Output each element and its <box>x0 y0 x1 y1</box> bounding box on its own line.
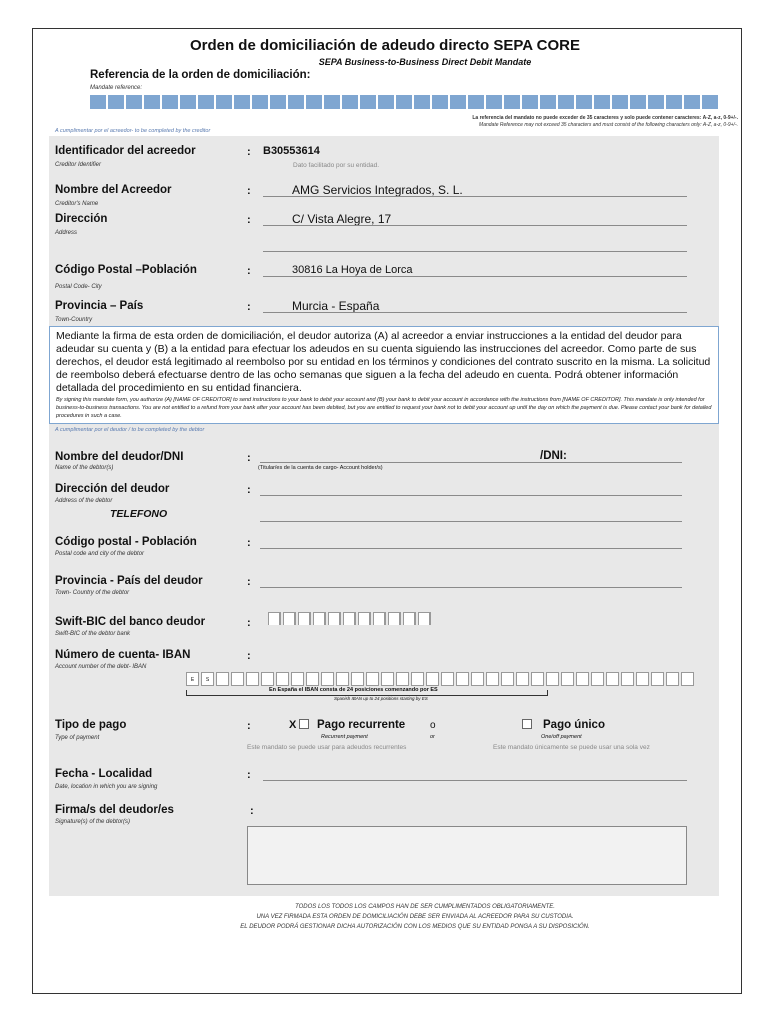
creditor-name-sublabel: Creditor's Name <box>55 201 99 207</box>
creditor-section-note: A cumplimentar por el acreedor- to be completed by the creditor <box>55 128 211 134</box>
date-field[interactable] <box>263 780 687 781</box>
or-sublabel: or <box>430 734 435 740</box>
date-sublabel: Date, location in which you are signing <box>55 784 158 790</box>
or-label: o <box>430 720 436 731</box>
creditor-address-line <box>263 225 687 226</box>
debtor-phone-field[interactable] <box>260 521 682 522</box>
mandate-reference-boxes[interactable] <box>90 95 718 109</box>
creditor-address-line-2 <box>263 251 687 252</box>
debtor-name-field[interactable] <box>260 462 682 463</box>
footer-line-1: TODOS LOS TODOS LOS CAMPOS HAN DE SER CUMPLIMENTADOS OBLIGATORIAMENTE. <box>295 904 555 910</box>
signature-label: Firma/s del deudor/es <box>55 804 174 816</box>
single-label: Pago único <box>543 719 605 731</box>
debtor-province-label: Provincia - País del deudor <box>55 575 203 587</box>
colon: : <box>247 769 251 781</box>
colon: : <box>247 185 251 197</box>
debtor-section-note: A cumplimentar por el deudor / to be completed by the debtor <box>55 427 205 433</box>
creditor-province-label: Provincia – País <box>55 300 144 312</box>
creditor-province-line <box>263 312 687 313</box>
single-hint: Este mandato únicamente se puede usar una sola vez <box>493 744 650 751</box>
mandate-reference-label: Referencia de la orden de domiciliación: <box>90 69 311 81</box>
single-sublabel: One/off payment <box>541 734 582 740</box>
colon: : <box>247 484 251 496</box>
debtor-postal-label: Código postal - Población <box>55 536 197 548</box>
colon: : <box>247 452 251 464</box>
creditor-id-value: B30553614 <box>263 145 320 157</box>
debtor-postal-sublabel: Postal code and city of the debtor <box>55 551 145 557</box>
recurrent-label: Pago recurrente <box>317 719 406 731</box>
colon: : <box>247 576 251 588</box>
creditor-postal-label: Código Postal –Población <box>55 264 197 276</box>
debtor-bic-boxes[interactable] <box>268 612 431 625</box>
creditor-province-value: Murcia - España <box>292 299 380 313</box>
creditor-postal-line <box>263 276 687 277</box>
mandate-reference-note-en: Mandate Reference may not exceed 35 characters and must consist of the following characters only: A-Z, a-z, 0-9+/-. <box>479 122 738 128</box>
creditor-id-sublabel: Creditor Identifier <box>55 162 102 168</box>
form-subtitle: SEPA Business-to-Business Direct Debit Mandate <box>318 57 532 67</box>
debtor-province-field[interactable] <box>260 587 682 588</box>
recurrent-checkbox[interactable] <box>299 719 309 729</box>
iban-prefix-s: S <box>201 672 214 686</box>
debtor-address-label: Dirección del deudor <box>55 483 170 495</box>
recurrent-hint: Este mandato se puede usar para adeudos recurrentes <box>247 744 407 751</box>
debtor-name-label: Nombre del deudor/DNI <box>55 451 184 463</box>
creditor-postal-value: 30816 La Hoya de Lorca <box>292 264 413 276</box>
creditor-id-label: Identificador del acreedor <box>55 145 196 157</box>
debtor-name-hint: (Titular/es de la cuenta de cargo- Account holder/s) <box>258 465 383 471</box>
creditor-address-sublabel: Address <box>55 230 78 236</box>
form-title: Orden de domiciliación de adeudo directo SEPA CORE <box>189 37 581 54</box>
recurrent-sublabel: Recurrent payment <box>321 734 368 740</box>
debtor-address-field[interactable] <box>260 495 682 496</box>
debtor-name-sublabel: Name of the debtor(s) <box>55 465 114 471</box>
signature-box[interactable] <box>247 826 687 885</box>
debtor-iban-label: Número de cuenta- IBAN <box>55 649 191 661</box>
iban-prefix-e: E <box>186 672 199 686</box>
footer-line-3: EL DEUDOR PODRÁ GESTIONAR DICHA AUTORIZACIÓN CON LOS MEDIOS QUE SU ENTIDAD PONGA A SU DISPOSICIÓN. <box>240 924 590 930</box>
debtor-bic-sublabel: Swift-BIC of the debtor bank <box>55 631 131 637</box>
debtor-dni-label: /DNI: <box>540 450 567 462</box>
debtor-bic-label: Swift-BIC del banco deudor <box>55 616 206 628</box>
footer-line-2: UNA VEZ FIRMADA ESTA ORDEN DE DOMICILIACIÓN DEBE SER ENVIADA AL ACREEDOR PARA SU CUSTODIA. <box>256 914 574 920</box>
iban-note: En España el IBAN consta de 24 posiciones comenzando por ES <box>269 687 438 693</box>
creditor-province-sublabel: Town-Country <box>55 317 93 323</box>
iban-note-en: Spanish IBAN up to 24 positions starting by ES <box>334 696 428 701</box>
mandate-text-es: Mediante la firma de esta orden de domiciliación, el deudor autoriza (A) al acreedor a enviar instrucciones a la entidad del deudor para adeudar su cuenta y (B) a la entidad para efectuar los adeudos en su cuenta siguiendo las instrucciones del acreedor. Como parte de sus derechos, el deudor está legitimado al reembolso por su entidad en los términos y condiciones del contrato suscrito en la misma. La solicitud de reembolso deberá efectuarse dentro de las ocho semanas que siguen a la fecha del adeudo en cuenta. Podrá obtener información detallada del procedimiento en su entidad financiera. <box>56 330 711 394</box>
creditor-address-value: C/ Vista Alegre, 17 <box>292 212 392 226</box>
mandate-text-en: By signing this mandate form, you authorize (A) [NAME OF CREDITOR] to send instructions to your bank to debit your account and (B) your bank to debit your account in accordance with the instructions from [NAME OF CREDITOR]. This mandate is only intended for business-to-business transactions. You are not entitled to a refund from your bank after your account has been debited, but you are entitled to request your bank not to debit your account up until the day on which the payment is due. Please contact your bank for detailed procedures in such a case. <box>56 397 712 419</box>
recurrent-mark: X <box>289 719 297 731</box>
payment-type-label: Tipo de pago <box>55 719 127 731</box>
creditor-name-value: AMG Servicios Integrados, S. L. <box>292 183 463 197</box>
colon: : <box>247 650 251 662</box>
colon: : <box>247 265 251 277</box>
colon: : <box>247 146 251 158</box>
debtor-province-sublabel: Town- Country of the debtor <box>55 590 130 596</box>
single-checkbox[interactable] <box>522 719 532 729</box>
creditor-panel <box>49 136 719 326</box>
date-label: Fecha - Localidad <box>55 768 153 780</box>
colon: : <box>247 617 251 629</box>
debtor-iban-sublabel: Account number of the debt- IBAN <box>55 664 147 670</box>
mandate-text-box <box>49 326 719 424</box>
creditor-name-label: Nombre del Acreedor <box>55 184 172 196</box>
debtor-iban-boxes[interactable] <box>186 672 694 686</box>
creditor-postal-sublabel: Postal Code- City <box>55 284 102 290</box>
creditor-id-hint: Dato facilitado por su entidad. <box>293 162 379 169</box>
payment-type-sublabel: Type of payment <box>55 735 100 741</box>
colon: : <box>247 537 251 549</box>
signature-sublabel: Signature(s) of the debtor(s) <box>55 819 131 825</box>
colon: : <box>247 301 251 313</box>
colon: : <box>247 214 251 226</box>
debtor-postal-field[interactable] <box>260 548 682 549</box>
debtor-address-sublabel: Address of the debtor <box>55 498 113 504</box>
colon: : <box>250 805 254 817</box>
mandate-reference-sublabel: Mandate reference: <box>90 85 143 91</box>
colon: : <box>247 720 251 732</box>
debtor-phone-label: TELEFONO <box>110 508 168 520</box>
creditor-name-line <box>263 196 687 197</box>
creditor-address-label: Dirección <box>55 213 108 225</box>
mandate-reference-note-es: La referencia del mandato no puede exceder de 35 caracteres y solo puede contener caracteres: A-Z, a-z, 0-9+/-. <box>472 115 738 121</box>
